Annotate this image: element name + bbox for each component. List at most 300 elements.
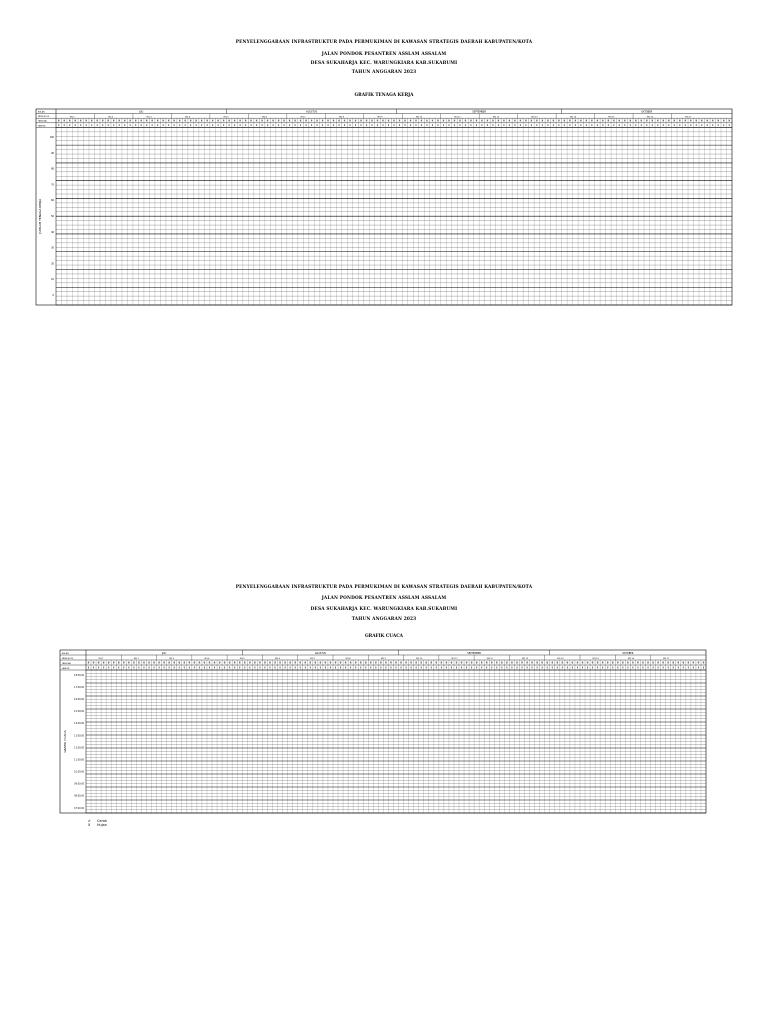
y-tick-label: 10:00:00 <box>74 770 84 774</box>
week-label: MG 8 <box>339 116 344 119</box>
date-cell-mark <box>249 662 250 664</box>
date-cell-mark <box>158 662 159 664</box>
day-cell-mark <box>93 667 94 669</box>
y-tick-label: 12:00:00 <box>74 746 84 750</box>
day-cell-mark <box>194 667 195 669</box>
date-cell-mark <box>496 662 497 664</box>
day-cell-mark <box>108 667 109 669</box>
day-cell-mark <box>113 667 114 669</box>
date-cell-mark <box>234 662 235 664</box>
day-cell-mark <box>688 667 689 669</box>
date-cell-mark <box>128 662 129 664</box>
week-label: MG 7 <box>310 658 316 660</box>
day-cell-mark <box>290 667 291 669</box>
date-cell-mark <box>390 662 391 664</box>
date-cell-mark <box>325 662 326 664</box>
date-cell-mark <box>521 662 522 664</box>
day-cell-mark <box>204 667 205 669</box>
day-cell-mark <box>658 667 659 669</box>
week-label: MG 10 <box>415 116 423 119</box>
date-cell-mark <box>179 662 180 664</box>
date-cell-mark <box>436 662 437 664</box>
date-cell-mark <box>567 662 568 664</box>
day-cell-mark <box>199 667 200 669</box>
legend-label: Hujan <box>97 823 107 828</box>
week-label: MG 11 <box>451 658 458 660</box>
day-cell-mark <box>607 667 608 669</box>
week-label: MG 8 <box>345 658 351 660</box>
week-label: MG 17 <box>685 116 692 119</box>
y-tick-label: 30 <box>51 246 54 250</box>
date-cell-mark <box>683 662 684 664</box>
day-cell-mark <box>476 667 477 669</box>
week-label: MG 4 <box>204 658 210 660</box>
week-label: MG 16 <box>627 658 634 660</box>
date-cell-mark <box>647 662 648 664</box>
date-cell-mark <box>264 662 265 664</box>
day-cell-mark <box>471 667 472 669</box>
day-cell-mark <box>280 667 281 669</box>
row-label: MINGGU KE <box>38 116 49 119</box>
day-cell-mark <box>668 667 669 669</box>
legend-label: Cerah <box>97 819 108 823</box>
day-cell-mark <box>365 667 366 669</box>
day-cell-mark <box>542 667 543 669</box>
date-cell-mark <box>254 662 255 664</box>
day-cell-mark <box>224 667 225 669</box>
date-cell-mark <box>547 662 548 664</box>
date-cell-mark <box>259 662 260 664</box>
top-header-line-4: TAHUN ANGGARAN 2023 <box>351 70 417 75</box>
y-tick-label: 14:00:00 <box>74 722 84 726</box>
day-cell-mark <box>426 667 427 669</box>
week-label: MG 7 <box>300 116 306 119</box>
day-cell-mark <box>88 667 89 669</box>
date-cell-mark <box>103 662 104 664</box>
date-cell-mark <box>310 662 311 664</box>
date-cell-mark <box>143 662 144 664</box>
date-cell-mark <box>284 662 285 664</box>
date-cell-mark <box>360 662 361 664</box>
date-cell-mark <box>168 662 169 664</box>
date-cell-mark <box>289 662 290 664</box>
day-cell-mark <box>653 667 654 669</box>
date-cell-mark <box>395 662 396 664</box>
month-label: SEPTEMBER <box>467 651 482 655</box>
day-cell-mark <box>552 667 553 669</box>
week-label: MG 6 <box>275 658 280 660</box>
date-cell-mark <box>335 662 336 664</box>
date-cell-mark <box>506 662 507 664</box>
day-cell-mark <box>149 667 150 669</box>
y-tick-label: 40 <box>51 230 54 234</box>
date-cell-mark <box>612 662 613 664</box>
day-cell-mark <box>401 667 402 669</box>
date-cell-mark <box>315 662 316 664</box>
day-cell-mark <box>275 667 276 669</box>
day-cell-mark <box>421 667 422 669</box>
week-label: MG 2 <box>133 658 139 660</box>
day-cell-mark <box>451 667 452 669</box>
day-cell-mark <box>562 667 563 669</box>
day-cell-mark <box>370 667 371 669</box>
day-cell-mark <box>350 667 351 669</box>
day-cell-mark <box>375 667 376 669</box>
bottom-header-line-3: DESA SUKAHARJA KEC. WARUNGKIARA KAB.SUKABUMI <box>310 607 458 612</box>
date-cell-mark <box>294 662 295 664</box>
day-cell-mark <box>703 667 704 669</box>
date-cell-mark <box>536 662 537 664</box>
day-cell-mark <box>481 667 482 669</box>
date-cell-mark <box>209 662 210 664</box>
week-label: MG 13 <box>522 658 529 660</box>
day-cell-mark <box>396 667 397 669</box>
date-cell-mark <box>607 662 608 664</box>
month-label: JULI <box>161 651 167 655</box>
date-cell-mark <box>466 662 467 664</box>
day-cell-mark <box>411 667 412 669</box>
date-cell-mark <box>174 662 175 664</box>
day-cell-mark <box>617 667 618 669</box>
day-cell-mark <box>461 667 462 669</box>
top-header-line-3: DESA SUKAHARJA KEC. WARUNGKIARA KAB.SUKABUMI <box>310 61 458 66</box>
bottom-chart-title: GRAFIK CUACA <box>365 634 403 639</box>
day-cell-mark <box>159 667 160 669</box>
date-cell-mark <box>617 662 618 664</box>
y-tick-label: 10 <box>51 278 54 282</box>
date-cell-mark <box>380 662 381 664</box>
day-cell-mark <box>98 667 99 669</box>
y-tick-label: 16:00:00 <box>74 697 84 701</box>
week-label: MG 9 <box>380 658 386 660</box>
week-label: MG 3 <box>146 116 152 119</box>
day-cell-mark <box>335 667 336 669</box>
table-frame <box>60 650 706 813</box>
month-label: OKTOBER <box>641 110 653 114</box>
day-cell-mark <box>295 667 296 669</box>
day-cell-mark <box>486 667 487 669</box>
day-cell-mark <box>330 667 331 669</box>
date-cell-mark <box>501 662 502 664</box>
bottom-header-line-1: PENYELENGGARAAN INFRASTRUKTUR PADA PERMUKIMAN DI KAWASAN STRATEGIS DAERAH KABUPATEN/KOTA <box>235 585 533 590</box>
day-cell-mark <box>416 667 417 669</box>
date-cell-mark <box>582 662 583 664</box>
day-cell-mark <box>602 667 603 669</box>
week-label: MG 1 <box>69 116 75 119</box>
date-cell-mark <box>441 662 442 664</box>
date-cell-mark <box>133 662 134 664</box>
date-cell-mark <box>239 662 240 664</box>
day-cell-mark <box>300 667 301 669</box>
date-cell-mark <box>400 662 401 664</box>
week-label: MG 15 <box>592 658 599 660</box>
y-tick-label: 13:00:00 <box>74 734 84 738</box>
date-cell-mark <box>385 662 386 664</box>
date-cell-mark <box>652 662 653 664</box>
date-cell-mark <box>662 662 663 664</box>
week-label: MG 6 <box>262 116 268 119</box>
day-cell-mark <box>244 667 245 669</box>
row-label: TANGGAL <box>38 120 47 123</box>
date-cell-mark <box>350 662 351 664</box>
week-label: MG 17 <box>663 658 670 660</box>
week-label: MG 16 <box>646 116 653 119</box>
week-label: MG 14 <box>569 116 576 119</box>
day-cell-mark <box>269 667 270 669</box>
day-cell-mark <box>511 667 512 669</box>
date-cell-mark <box>557 662 558 664</box>
day-cell-mark <box>466 667 467 669</box>
y-tick-label: 09:00:00 <box>74 782 84 786</box>
date-cell-mark <box>345 662 346 664</box>
day-cell-mark <box>138 667 139 669</box>
row-label: HARI KE <box>62 667 70 670</box>
day-cell-mark <box>627 667 628 669</box>
date-cell-mark <box>431 662 432 664</box>
day-cell-mark <box>234 667 235 669</box>
day-cell-mark <box>678 667 679 669</box>
day-cell-mark <box>285 667 286 669</box>
date-cell-mark <box>602 662 603 664</box>
date-cell-mark <box>163 662 164 664</box>
date-cell-mark <box>93 662 94 664</box>
date-cell-mark <box>632 662 633 664</box>
date-cell-mark <box>224 662 225 664</box>
day-cell-mark <box>325 667 326 669</box>
date-cell-mark <box>274 662 275 664</box>
day-cell-mark <box>390 667 391 669</box>
day-cell-mark <box>229 667 230 669</box>
date-cell-mark <box>421 662 422 664</box>
day-cell-mark <box>567 667 568 669</box>
date-cell-mark <box>370 662 371 664</box>
y-tick-label: 100 <box>49 136 54 140</box>
day-cell-mark <box>133 667 134 669</box>
date-cell-mark <box>541 662 542 664</box>
date-cell-mark <box>673 662 674 664</box>
day-cell-mark <box>118 667 119 669</box>
day-cell-mark <box>219 667 220 669</box>
day-cell-mark <box>547 667 548 669</box>
y-tick-label: 18:00:00 <box>74 673 84 677</box>
week-label: MG 10 <box>416 658 423 660</box>
date-cell-mark <box>108 662 109 664</box>
date-cell-mark <box>355 662 356 664</box>
date-cell-mark <box>451 662 452 664</box>
y-tick-label: 50 <box>51 215 54 218</box>
date-cell-mark <box>214 662 215 664</box>
week-label: MG 5 <box>239 658 245 660</box>
legend-item-rain <box>88 823 107 827</box>
day-cell-mark <box>693 667 694 669</box>
day-cell-mark <box>446 667 447 669</box>
day-cell-mark <box>577 667 578 669</box>
day-cell-mark <box>209 667 210 669</box>
day-cell-mark <box>315 667 316 669</box>
week-label: MG 2 <box>108 116 114 119</box>
day-cell-mark <box>128 667 129 669</box>
date-cell-mark <box>526 662 527 664</box>
day-cell-mark <box>522 667 523 669</box>
day-cell-mark <box>179 667 180 669</box>
week-label: MG 13 <box>531 116 538 119</box>
month-label: AGUSTUS <box>306 110 318 114</box>
day-cell-mark <box>537 667 538 669</box>
month-label: OKTOBER <box>622 651 634 655</box>
day-cell-mark <box>380 667 381 669</box>
date-cell-mark <box>486 662 487 664</box>
y-tick-label: 07:00:00 <box>74 806 84 810</box>
date-cell-mark <box>597 662 598 664</box>
day-cell-mark <box>663 667 664 669</box>
date-cell-mark <box>113 662 114 664</box>
y-tick-label: 70 <box>51 183 54 187</box>
date-cell-mark <box>446 662 447 664</box>
date-cell-mark <box>204 662 205 664</box>
date-cell-mark <box>229 662 230 664</box>
date-cell-mark <box>194 662 195 664</box>
date-cell-mark <box>456 662 457 664</box>
week-label: MG 15 <box>608 116 615 119</box>
week-label: MG 4 <box>185 116 191 119</box>
day-cell-mark <box>637 667 638 669</box>
date-cell-mark <box>405 662 406 664</box>
day-cell-mark <box>264 667 265 669</box>
date-cell-mark <box>678 662 679 664</box>
day-cell-mark <box>683 667 684 669</box>
date-cell-mark <box>269 662 270 664</box>
day-cell-mark <box>612 667 613 669</box>
y-tick-label: 15:00:00 <box>74 710 84 714</box>
day-cell-mark <box>441 667 442 669</box>
day-cell-mark <box>249 667 250 669</box>
day-cell-mark <box>305 667 306 669</box>
date-cell-mark <box>148 662 149 664</box>
date-cell-mark <box>693 662 694 664</box>
week-label: MG 12 <box>486 658 493 660</box>
day-cell-mark <box>254 667 255 669</box>
date-cell-mark <box>642 662 643 664</box>
bottom-header-line-2: JALAN PONDOK PESANTREN ASSLAM ASSALAM <box>321 596 447 601</box>
date-cell-mark <box>667 662 668 664</box>
day-cell-mark <box>436 667 437 669</box>
day-cell-mark <box>169 667 170 669</box>
bottom-header-line-4: TAHUN ANGGARAN 2023 <box>351 617 417 622</box>
date-cell-mark <box>587 662 588 664</box>
day-cell-mark <box>189 667 190 669</box>
date-cell-mark <box>123 662 124 664</box>
date-cell-mark <box>511 662 512 664</box>
day-cell-mark <box>184 667 185 669</box>
row-label: BULAN <box>38 111 45 114</box>
y-tick-label: 90 <box>51 151 54 155</box>
date-cell-mark <box>426 662 427 664</box>
day-cell-mark <box>632 667 633 669</box>
day-cell-mark <box>496 667 497 669</box>
date-cell-mark <box>471 662 472 664</box>
date-cell-mark <box>577 662 578 664</box>
date-cell-mark <box>476 662 477 664</box>
y-tick-label: 17:00:00 <box>74 685 84 689</box>
date-cell-mark <box>592 662 593 664</box>
day-cell-mark <box>501 667 502 669</box>
date-cell-mark <box>219 662 220 664</box>
week-label: MG 11 <box>454 116 461 119</box>
day-cell-mark <box>431 667 432 669</box>
date-cell-mark <box>199 662 200 664</box>
date-cell-mark <box>657 662 658 664</box>
day-cell-mark <box>582 667 583 669</box>
day-cell-mark <box>355 667 356 669</box>
top-header-line-1: PENYELENGGARAAN INFRASTRUKTUR PADA PERMUKIMAN DI KAWASAN STRATEGIS DAERAH KABUPATEN/KOTA <box>235 40 533 45</box>
week-label: MG 12 <box>492 116 500 119</box>
day-cell-mark <box>456 667 457 669</box>
day-cell-mark <box>340 667 341 669</box>
row-label: MINGGU KE <box>62 657 73 660</box>
date-cell-mark <box>305 662 306 664</box>
y-tick-label: 0 <box>52 293 54 297</box>
day-cell-mark <box>532 667 533 669</box>
month-label: AGUSTUS <box>314 651 326 655</box>
week-label: MG 14 <box>557 658 564 660</box>
day-cell-mark <box>516 667 517 669</box>
day-cell-mark <box>164 667 165 669</box>
check-icon: ✔ <box>88 819 91 823</box>
day-cell-mark <box>587 667 588 669</box>
date-cell-mark <box>516 662 517 664</box>
day-cell-mark <box>592 667 593 669</box>
day-cell-mark <box>239 667 240 669</box>
y-axis-title: GRAFIK CUACA <box>63 730 67 753</box>
week-label: MG 5 <box>223 116 229 119</box>
row-label: HARI KE <box>38 125 46 128</box>
date-cell-mark <box>375 662 376 664</box>
date-cell-mark <box>562 662 563 664</box>
date-cell-mark <box>279 662 280 664</box>
date-cell-mark <box>118 662 119 664</box>
date-cell-mark <box>491 662 492 664</box>
y-axis-title: JUMLAH TENAGA KERJA <box>38 198 42 234</box>
day-cell-mark <box>527 667 528 669</box>
date-cell-mark <box>340 662 341 664</box>
day-cell-mark <box>360 667 361 669</box>
day-cell-mark <box>214 667 215 669</box>
date-cell-mark <box>552 662 553 664</box>
date-cell-mark <box>320 662 321 664</box>
date-cell-mark <box>688 662 689 664</box>
row-label: BULAN <box>62 652 69 655</box>
date-cell-mark <box>481 662 482 664</box>
y-tick-label: 80 <box>51 167 54 171</box>
day-cell-mark <box>143 667 144 669</box>
day-cell-mark <box>123 667 124 669</box>
date-cell-mark <box>572 662 573 664</box>
day-cell-mark <box>385 667 386 669</box>
y-tick-label: 20 <box>51 262 54 266</box>
date-cell-mark <box>244 662 245 664</box>
day-cell-mark <box>406 667 407 669</box>
date-cell-mark <box>461 662 462 664</box>
week-label: MG 9 <box>377 116 383 119</box>
date-cell-mark <box>622 662 623 664</box>
y-tick-label: 11:00:00 <box>74 758 84 762</box>
date-cell-mark <box>189 662 190 664</box>
date-cell-mark <box>153 662 154 664</box>
date-cell-mark <box>627 662 628 664</box>
date-cell-mark <box>138 662 139 664</box>
cross-icon: X <box>88 823 91 828</box>
y-tick-label: 60 <box>51 199 54 203</box>
